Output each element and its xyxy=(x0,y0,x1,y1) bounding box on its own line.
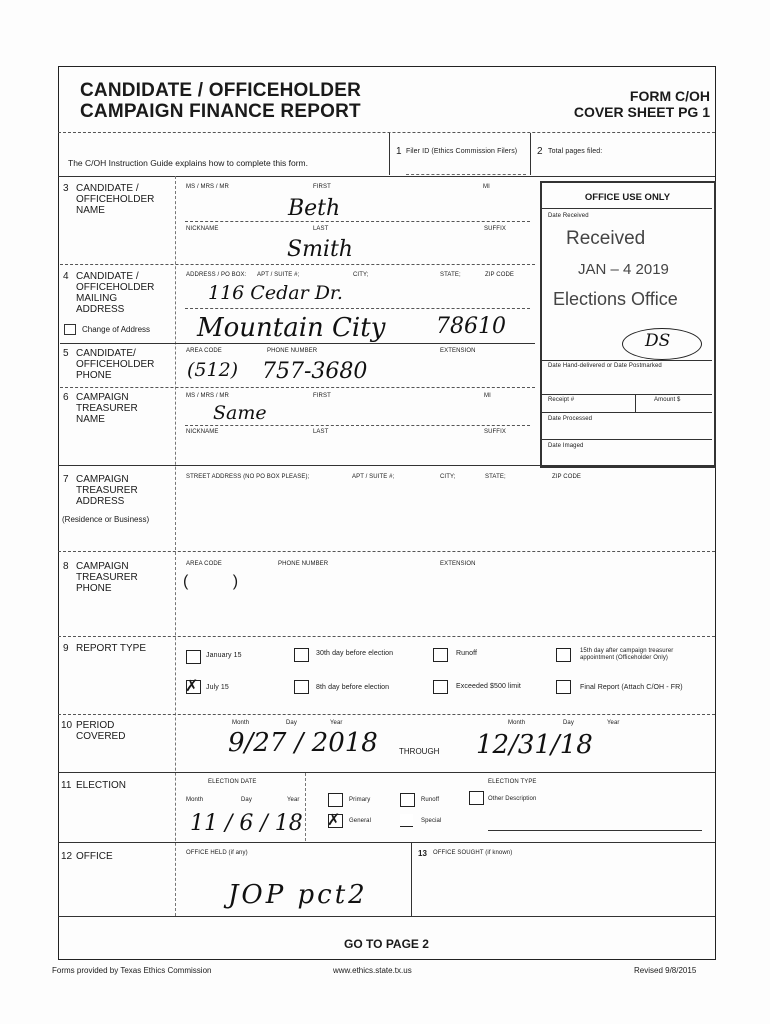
form-title-line1: CANDIDATE / OFFICEHOLDER xyxy=(80,80,361,101)
section6-num: 6 xyxy=(63,392,69,403)
section7-label: CAMPAIGN TREASURER ADDRESS xyxy=(76,474,138,507)
residence-business-note: (Residence or Business) xyxy=(62,515,150,524)
treasurer-area-code-field[interactable]: ( ) xyxy=(183,573,239,590)
initials: DS xyxy=(645,331,671,351)
report-type-runoff-label: Runoff xyxy=(456,650,478,657)
period-from-year-label: Year xyxy=(330,720,343,726)
section7-num: 7 xyxy=(63,474,69,485)
treasurer-suffix-label: SUFFIX xyxy=(484,429,506,435)
divider xyxy=(542,394,712,395)
report-type-exceeded-checkbox[interactable] xyxy=(433,680,448,694)
election-general-label: General xyxy=(349,818,372,824)
stamp-date: JAN – 4 2019 xyxy=(578,261,669,278)
report-type-30th-day-label: 30th day before election xyxy=(316,650,394,657)
election-runoff-checkbox[interactable] xyxy=(400,793,415,807)
first-label: FIRST xyxy=(313,184,331,190)
report-type-runoff-checkbox[interactable] xyxy=(433,648,448,662)
processed-label: Date Processed xyxy=(548,416,593,422)
report-type-january-label: January 15 xyxy=(206,652,242,659)
divider xyxy=(411,842,412,916)
divider xyxy=(542,208,712,209)
divider xyxy=(530,133,531,175)
section3-num: 3 xyxy=(63,183,69,194)
divider xyxy=(58,465,715,466)
section9-label: REPORT TYPE xyxy=(76,643,147,654)
office-use-title: OFFICE USE ONLY xyxy=(584,192,671,203)
period-from-month-label: Month xyxy=(232,720,250,726)
office-use-box xyxy=(540,181,716,468)
filer-id-field[interactable] xyxy=(406,162,526,175)
form-page-label: COVER SHEET PG 1 xyxy=(573,104,710,120)
section10-label: PERIOD COVERED xyxy=(76,720,126,742)
election-primary-checkbox[interactable] xyxy=(328,793,343,807)
report-type-15th-day-label: 15th day after campaign treasurer appointment (Officeholder Only) xyxy=(580,648,674,661)
divider xyxy=(58,916,715,917)
treasurer-state-label: STATE; xyxy=(485,474,506,480)
through-label: THROUGH xyxy=(399,747,440,756)
office-held[interactable]: JOP pct2 xyxy=(228,880,368,910)
form-id: FORM C/OH xyxy=(629,88,710,104)
divider xyxy=(542,360,712,361)
treasurer-area-code-label: AREA CODE xyxy=(186,561,222,567)
section12-num: 12 xyxy=(61,851,73,862)
candidate-first-name[interactable]: Beth xyxy=(288,196,341,221)
treasurer-address-field[interactable] xyxy=(186,486,706,544)
election-date-label: ELECTION DATE xyxy=(208,779,257,785)
candidate-city[interactable]: Mountain City xyxy=(197,313,386,343)
section8-num: 8 xyxy=(63,561,69,572)
section12-label: OFFICE xyxy=(76,851,113,862)
election-runoff-label: Runoff xyxy=(421,797,440,803)
election-other-checkbox[interactable] xyxy=(469,791,484,805)
section10-num: 10 xyxy=(61,720,73,731)
go-to-page-2: GO TO PAGE 2 xyxy=(344,937,429,951)
report-type-final-label: Final Report (Attach C/OH - FR) xyxy=(580,684,683,691)
change-of-address-label: Change of Address xyxy=(82,325,151,334)
amount-label: Amount $ xyxy=(654,397,681,403)
filer-id-num: 1 xyxy=(396,146,402,157)
office-held-label: OFFICE HELD (if any) xyxy=(186,850,248,856)
date-received-label: Date Received xyxy=(548,213,589,219)
ms-mrs-mr-label: MS / MRS / MR xyxy=(186,184,229,190)
period-to-month-label: Month xyxy=(508,720,526,726)
section11-label: ELECTION xyxy=(76,780,127,791)
report-type-exceeded-label: Exceeded $500 limit xyxy=(456,683,521,690)
instruction-text: The C/OH Instruction Guide explains how to complete this form. xyxy=(68,158,308,168)
treasurer-city-label: CITY; xyxy=(440,474,456,480)
period-to-date[interactable]: 12/31/18 xyxy=(476,730,593,760)
nickname-label: NICKNAME xyxy=(186,226,219,232)
candidate-zip[interactable]: 78610 xyxy=(436,314,506,339)
divider xyxy=(185,221,530,222)
treasurer-last-label: LAST xyxy=(313,429,329,435)
suffix-label: SUFFIX xyxy=(484,226,506,232)
report-type-30th-day-checkbox[interactable] xyxy=(294,648,309,662)
section5-label: CANDIDATE/ OFFICEHOLDER PHONE xyxy=(76,348,155,381)
section3-label: CANDIDATE / OFFICEHOLDER NAME xyxy=(76,183,155,216)
change-of-address-checkbox[interactable] xyxy=(64,324,76,335)
filer-id-label: Filer ID (Ethics Commission Filers) xyxy=(406,148,518,155)
area-code-label: AREA CODE xyxy=(186,348,222,354)
report-type-8th-day-checkbox[interactable] xyxy=(294,680,309,694)
section9-num: 9 xyxy=(63,643,69,654)
office-sought-label: OFFICE SOUGHT (if known) xyxy=(433,850,513,856)
divider xyxy=(185,308,530,309)
election-primary-label: Primary xyxy=(349,797,371,803)
divider xyxy=(58,842,715,843)
label-column-divider xyxy=(175,176,176,916)
treasurer-name[interactable]: Same xyxy=(213,402,267,424)
footer-provided-by: Forms provided by Texas Ethics Commission xyxy=(52,966,212,975)
election-special-checkbox[interactable] xyxy=(400,814,413,827)
divider xyxy=(60,343,535,344)
checked-mark-icon: ✗ xyxy=(185,676,199,695)
divider xyxy=(58,176,715,177)
divider xyxy=(58,714,715,715)
divider xyxy=(185,425,530,426)
divider xyxy=(58,772,715,773)
other-description-line xyxy=(488,830,702,831)
total-pages-label: Total pages filed: xyxy=(548,148,603,155)
divider xyxy=(542,439,712,440)
candidate-last-name[interactable]: Smith xyxy=(287,237,353,262)
period-from-day-label: Day xyxy=(286,720,297,726)
treasurer-first-label: FIRST xyxy=(313,393,331,399)
election-year-label: Year xyxy=(287,797,300,803)
report-type-january-checkbox[interactable] xyxy=(186,650,201,664)
section13-num: 13 xyxy=(418,849,427,858)
footer-revised: Revised 9/8/2015 xyxy=(634,966,697,975)
candidate-area-code[interactable]: (512) xyxy=(187,359,239,381)
section8-label: CAMPAIGN TREASURER PHONE xyxy=(76,561,138,594)
checked-mark-icon: ✗ xyxy=(327,810,341,829)
city-label: CITY; xyxy=(353,272,369,278)
section11-num: 11 xyxy=(61,780,72,791)
election-other-label: Other Description xyxy=(488,796,537,802)
form-title-line2: CAMPAIGN FINANCE REPORT xyxy=(80,101,361,122)
address-label: ADDRESS / PO BOX: xyxy=(186,272,247,278)
imaged-label: Date Imaged xyxy=(548,443,584,449)
candidate-address[interactable]: 116 Cedar Dr. xyxy=(208,282,343,304)
election-day-label: Day xyxy=(241,797,252,803)
zip-label: ZIP CODE xyxy=(485,272,515,278)
phone-number-label: PHONE NUMBER xyxy=(267,348,318,354)
total-pages-num: 2 xyxy=(537,146,543,157)
divider xyxy=(58,551,715,552)
divider xyxy=(389,133,390,175)
treasurer-apt-label: APT / SUITE #; xyxy=(352,474,395,480)
divider xyxy=(60,387,535,388)
total-pages-field[interactable] xyxy=(600,160,700,172)
election-date[interactable]: 11 / 6 / 18 xyxy=(190,811,303,836)
divider xyxy=(58,636,715,637)
report-type-july-label: July 15 xyxy=(206,684,229,691)
treasurer-nickname-label: NICKNAME xyxy=(186,429,219,435)
last-label: LAST xyxy=(313,226,329,232)
extension-label: EXTENSION xyxy=(440,348,476,354)
hand-delivered-label: Date Hand-delivered or Date Postmarked xyxy=(548,363,662,369)
section4-label: CANDIDATE / OFFICEHOLDER MAILING ADDRESS xyxy=(76,271,155,315)
apt-suite-label: APT / SUITE #; xyxy=(257,272,300,278)
mi-label: MI xyxy=(483,184,490,190)
receipt-label: Receipt # xyxy=(548,397,575,403)
section4-num: 4 xyxy=(63,271,69,282)
stamp-office: Elections Office xyxy=(553,289,678,309)
treasurer-phone-label: PHONE NUMBER xyxy=(278,561,329,567)
section6-label: CAMPAIGN TREASURER NAME xyxy=(76,392,138,425)
treasurer-extension-label: EXTENSION xyxy=(440,561,476,567)
divider xyxy=(542,412,712,413)
treasurer-ms-label: MS / MRS / MR xyxy=(186,393,229,399)
election-special-label: Special xyxy=(421,818,442,824)
office-sought-field[interactable] xyxy=(418,862,708,912)
state-label: STATE; xyxy=(440,272,461,278)
divider xyxy=(60,264,535,265)
candidate-phone[interactable]: 757-3680 xyxy=(262,359,368,384)
report-type-8th-day-label: 8th day before election xyxy=(316,684,390,691)
report-type-final-checkbox[interactable] xyxy=(556,680,571,694)
period-from-date[interactable]: 9/27 / 2018 xyxy=(228,728,378,758)
stamp-received: Received xyxy=(566,228,646,249)
election-type-label: ELECTION TYPE xyxy=(488,779,537,785)
divider xyxy=(305,773,306,841)
treasurer-zip-label: ZIP CODE xyxy=(552,474,582,480)
period-to-year-label: Year xyxy=(607,720,620,726)
treasurer-mi-label: MI xyxy=(484,393,491,399)
report-type-15th-day-checkbox[interactable] xyxy=(556,648,571,662)
period-to-day-label: Day xyxy=(563,720,574,726)
section5-num: 5 xyxy=(63,348,69,359)
election-month-label: Month xyxy=(186,797,204,803)
divider xyxy=(635,394,636,412)
street-address-label: STREET ADDRESS (NO PO BOX PLEASE); xyxy=(186,474,310,480)
footer-url[interactable]: www.ethics.state.tx.us xyxy=(333,966,412,975)
divider xyxy=(58,132,715,133)
